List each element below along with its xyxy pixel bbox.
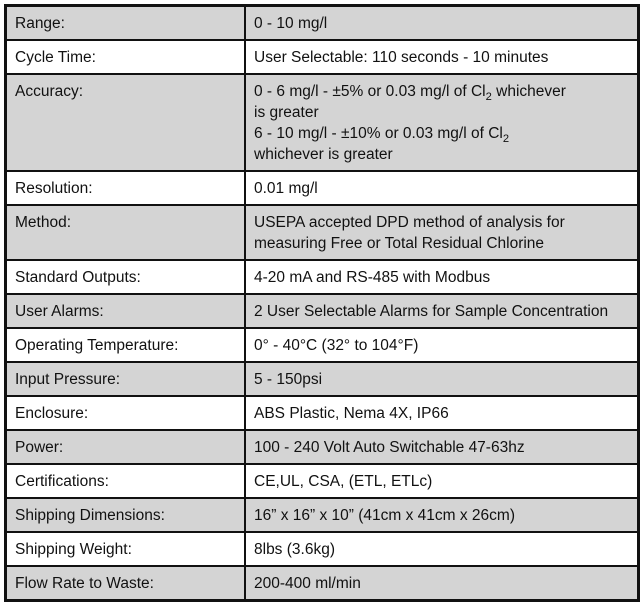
spec-value: 4-20 mA and RS-485 with Modbus xyxy=(245,260,639,294)
spec-label: Power: xyxy=(6,430,246,464)
spec-row-power xyxy=(6,430,639,464)
spec-label: Resolution: xyxy=(6,171,246,205)
spec-value: 5 - 150psi xyxy=(245,362,639,396)
spec-row-standard-outputs xyxy=(6,260,639,294)
spec-row-shipping-dimensions xyxy=(6,498,639,532)
spec-row-cycle-time xyxy=(6,40,639,74)
spec-row-enclosure xyxy=(6,396,639,430)
spec-row-shipping-weight xyxy=(6,532,639,566)
spec-row-flow-rate-to-waste xyxy=(6,566,639,601)
spec-row-resolution xyxy=(6,171,639,205)
spec-value: User Selectable: 110 seconds - 10 minutes xyxy=(245,40,639,74)
spec-value: CE,UL, CSA, (ETL, ETLc) xyxy=(245,464,639,498)
spec-value: 16” x 16” x 10” (41cm x 41cm x 26cm) xyxy=(245,498,639,532)
spec-value: USEPA accepted DPD method of analysis for measuring Free or Total Residual Chlorine xyxy=(245,205,639,260)
spec-value: 0.01 mg/l xyxy=(245,171,639,205)
spec-row-certifications xyxy=(6,464,639,498)
spec-row-input-pressure xyxy=(6,362,639,396)
spec-row-operating-temperature xyxy=(6,328,639,362)
spec-label: Input Pressure: xyxy=(6,362,246,396)
spec-row-user-alarms xyxy=(6,294,639,328)
spec-label: Flow Rate to Waste: xyxy=(6,566,246,601)
spec-value: ABS Plastic, Nema 4X, IP66 xyxy=(245,396,639,430)
spec-row-method xyxy=(6,205,639,260)
specifications-table xyxy=(4,4,640,602)
spec-label: Shipping Dimensions: xyxy=(6,498,246,532)
spec-row-accuracy xyxy=(6,74,639,171)
spec-value: 2 User Selectable Alarms for Sample Concentration xyxy=(245,294,639,328)
accuracy-line-4: whichever is greater xyxy=(254,146,393,163)
spec-label: Cycle Time: xyxy=(6,40,246,74)
spec-value: 0° - 40°C (32° to 104°F) xyxy=(245,328,639,362)
spec-label: Operating Temperature: xyxy=(6,328,246,362)
accuracy-line-3: 6 - 10 mg/l - ±10% or 0.03 mg/l of $Cl_2$ xyxy=(254,125,510,145)
spec-value: 200-400 ml/min xyxy=(245,566,639,601)
spec-label: Range: xyxy=(6,6,246,41)
spec-label: Shipping Weight: xyxy=(6,532,246,566)
spec-value: 0 - 10 mg/l xyxy=(245,6,639,41)
spec-value: 8lbs (3.6kg) xyxy=(245,532,639,566)
spec-value-accuracy xyxy=(245,74,639,171)
spec-label: User Alarms: xyxy=(6,294,246,328)
accuracy-line-1: 0 - 6 mg/l - ±5% or 0.03 mg/l of $Cl_2$ whichever xyxy=(254,83,566,103)
spec-value: 100 - 240 Volt Auto Switchable 47-63hz xyxy=(245,430,639,464)
accuracy-line-2: is greater xyxy=(254,104,319,121)
spec-label: Accuracy: xyxy=(6,74,246,171)
spec-label: Enclosure: xyxy=(6,396,246,430)
spec-label: Method: xyxy=(6,205,246,260)
spec-label: Certifications: xyxy=(6,464,246,498)
spec-row-range xyxy=(6,6,639,41)
spec-label: Standard Outputs: xyxy=(6,260,246,294)
